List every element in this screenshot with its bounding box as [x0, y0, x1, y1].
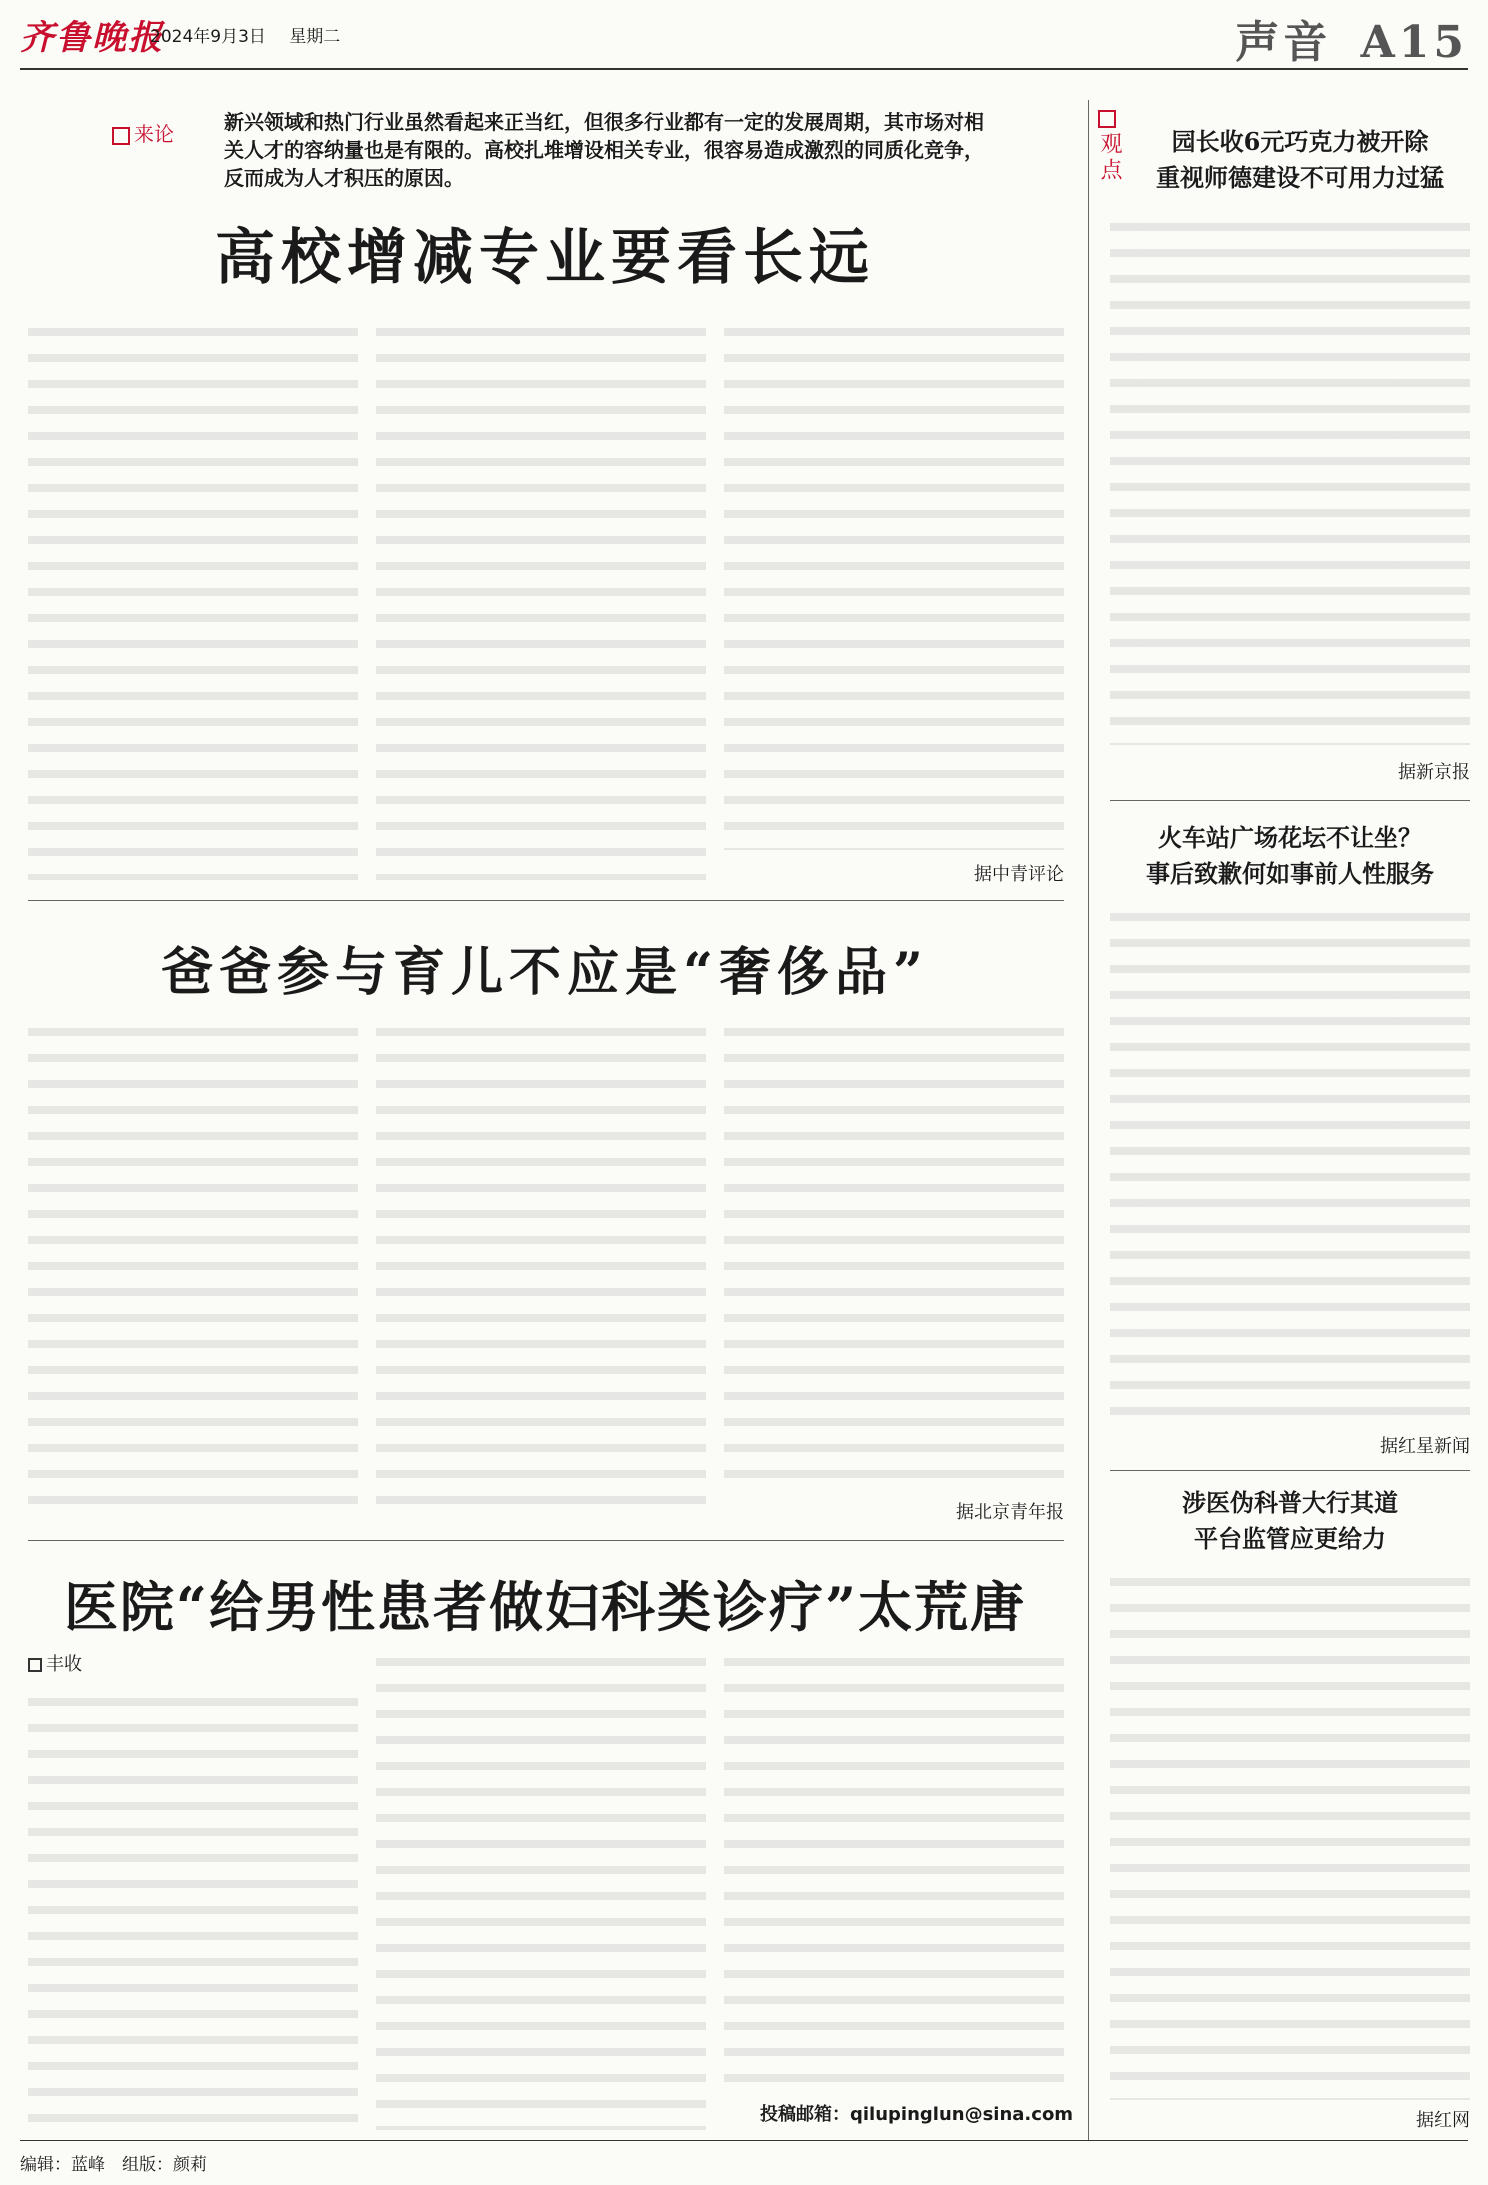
section-rule — [28, 900, 1064, 901]
tag-label: 来论 — [134, 122, 174, 146]
sidebar-tag-label: 观点 — [1097, 132, 1122, 184]
article2-headline: 爸爸参与育儿不应是“奢侈品” — [161, 942, 929, 1003]
article1-body-col2 — [376, 320, 706, 880]
section-name: 声音 — [1235, 17, 1332, 68]
article3-headline: 医院“给男性患者做妇科类诊疗”太荒唐 — [63, 1575, 1027, 1639]
byline-box-icon — [28, 1658, 42, 1672]
article3-byline — [28, 1650, 82, 1676]
submission-email: 投稿邮箱：qilupinglun@sina.com — [760, 2104, 1074, 2125]
sidebar-item2-body — [1110, 905, 1470, 1425]
sidebar-tag — [1094, 110, 1125, 188]
sidebar-item1-body — [1110, 215, 1470, 745]
sidebar-item1-source: 据新京报 — [1398, 762, 1470, 783]
sidebar-item3-body — [1110, 1570, 1470, 2100]
article2-body-col2 — [376, 1020, 706, 1520]
article3-body-col1 — [28, 1690, 358, 2130]
weekday-text: 星期二 — [289, 27, 341, 47]
article2-body-col1 — [28, 1020, 358, 1520]
sidebar-item2-source: 据红星新闻 — [1380, 1436, 1470, 1457]
page-number: A15 — [1360, 17, 1468, 68]
sidebar-item2-title — [1110, 820, 1470, 892]
article1-lead: 新兴领域和热门行业虽然看起来正当红，但很多行业都有一定的发展周期，其市场对相关人才的容纳量也是有限的。高校扎堆增设相关专业，很容易造成激烈的同质化竞争，反而成为人才积压的原因。 — [224, 110, 984, 190]
sidebar-item3-source: 据红网 — [1416, 2110, 1470, 2131]
tag-box-icon — [1098, 110, 1116, 128]
title-line: 火车站广场花坛不让坐？ — [1158, 823, 1422, 852]
header-rule — [20, 68, 1468, 70]
article1-body-col1 — [28, 320, 358, 880]
sidebar-rule — [1110, 800, 1470, 801]
article3-body-col2 — [376, 1650, 706, 2130]
masthead-logo: 齐鲁晚报 — [20, 18, 164, 58]
date-text: 2024年9月3日 — [150, 27, 266, 47]
opinion-tag — [112, 118, 174, 147]
title-line: 园长收6元巧克力被开除 — [1171, 127, 1429, 156]
byline-name: 丰收 — [46, 1654, 82, 1675]
issue-date — [150, 22, 340, 47]
editor-credit: 编辑：蓝峰 组版：颜莉 — [20, 2155, 207, 2175]
section-rule — [28, 1540, 1064, 1541]
title-line: 平台监管应更给力 — [1194, 1524, 1386, 1553]
sidebar-rule — [1110, 1470, 1470, 1471]
article3-body-col3 — [724, 1650, 1064, 2090]
section-header — [1235, 6, 1468, 70]
article1-source: 据中青评论 — [974, 864, 1064, 885]
title-line: 涉医伪科普大行其道 — [1182, 1488, 1398, 1517]
column-divider — [1088, 100, 1089, 2140]
article2-body-col3 — [724, 1020, 1064, 1490]
article1-headline: 高校增减专业要看长远 — [215, 223, 875, 293]
article2-source: 据北京青年报 — [956, 1502, 1064, 1523]
tag-box-icon — [112, 127, 130, 145]
sidebar-item1-title — [1130, 124, 1470, 196]
title-line: 重视师德建设不可用力过猛 — [1156, 163, 1444, 192]
title-line: 事后致歉何如事前人性服务 — [1146, 859, 1434, 888]
footer-rule — [20, 2140, 1468, 2141]
sidebar-item3-title — [1110, 1485, 1470, 1557]
article1-body-col3 — [724, 320, 1064, 850]
